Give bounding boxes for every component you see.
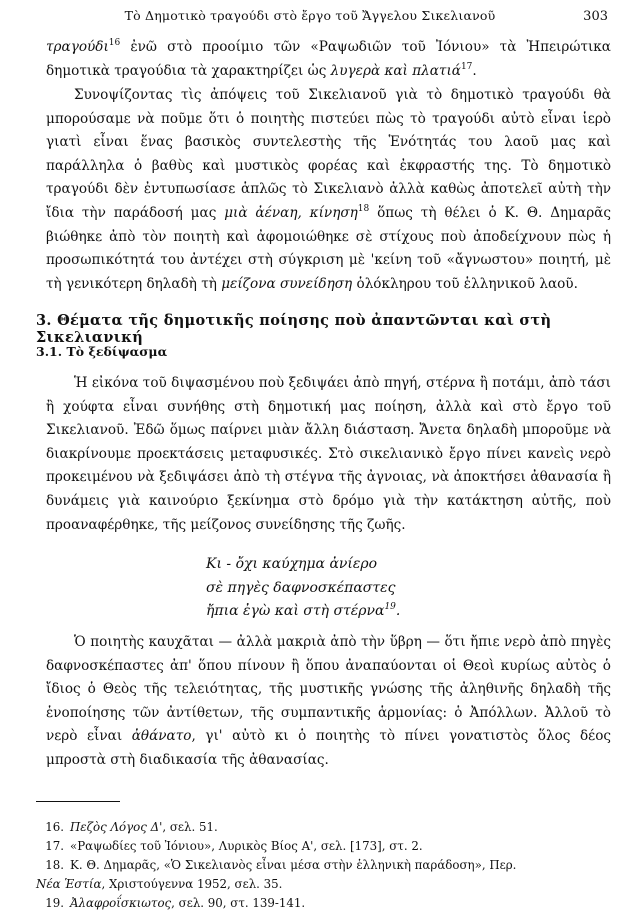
footnote-ref-19: 19 <box>384 602 396 612</box>
running-title: Τὸ Δημοτικὸ τραγούδι στὸ ἔργο τοῦ Ἄγγελου Σικελιανοῦ <box>124 8 496 23</box>
paragraph-text: Συνοψίζοντας τὶς ἀπόψεις τοῦ Σικελιανοῦ γιὰ τὸ δημοτικὸ τραγούδι θὰ μπορούσαμε νὰ ποῦμε ὅτι ὁ ποιητὴς πιστεύει πὼς τὸ τραγούδι αὐτὸ εἶναι ἱερὸ γιατὶ εἶναι ἕνας βασικὸς συντελεστὴς τῆς Ἑνότητάς του λαοῦ μας καὶ παράλληλα ὁ βαθὺς καὶ μυστικὸς φορέας καὶ ἐκφραστής της. Τὸ δημοτικὸ τραγούδι δὲν ἐντυπωσίασε ἁπλῶς τὸ Σικελιανὸ ἀλλὰ καθὼς ἀποτελεῖ αὐτὴ τὴν ἴδια τὴν παράδοσή μας <box>46 87 611 221</box>
footnote-number: 17. <box>45 839 64 853</box>
footnote-italic: Νέα Ἑστία <box>36 877 102 891</box>
footnote-18-continuation <box>36 875 616 894</box>
poem-line: σὲ πηγὲς δαφνοσκέπαστες <box>206 579 396 596</box>
footnote-text: , σελ. 51. <box>162 820 218 834</box>
footnote-text: Κ. Θ. Δημαρᾶς, «Ὁ Σικελιανὸς εἶναι μέσα στὴν ἑλληνικὴ παράδοση», Περ. <box>70 858 517 872</box>
italic-text: λυγερὰ καὶ πλατιά <box>330 62 461 79</box>
poem-line: Κι - ὄχι καύχημα ἀνίερο <box>206 556 378 572</box>
paragraph-4 <box>46 631 611 773</box>
footnote-number: 16. <box>45 820 64 834</box>
footnote-text: , Χριστούγεννα 1952, σελ. 35. <box>101 877 283 891</box>
footnote-text: , σελ. 90, στ. 139-141. <box>171 896 306 910</box>
paragraph-text: . <box>472 62 477 79</box>
paragraph-2 <box>46 84 611 296</box>
paragraph-text: ὁλόκληρου τοῦ ἑλληνικοῦ λαοῦ. <box>352 275 578 292</box>
paragraph-text: ὅπως τὴ θέλει ὁ Κ. Θ. Δημαρᾶς βιώθηκε ἀπὸ τὸν ποιητὴ καὶ ἀφομοιώθηκε σὲ στίχους ποὺ ἀποδείχνουν πὼς ἡ προσωπικότητά του ἀντέχει στὴ σύγκριση μὲ 'κείνη τοῦ «ἄγνωστου» ποιητή, μὲ τὴ γενικότερη δηλαδὴ τὴ <box>46 204 611 292</box>
paragraph-text: Ὁ ποιητὴς καυχᾶται — ἀλλὰ μακριὰ ἀπὸ τὴν ὕβρη — ὅτι ἤπιε νερὸ ἀπὸ πηγὲς δαφνοσκέπαστες ἀπ' ὅπου πίνουν ἢ ὅπου ἀναπαύονται οἱ Θεοὶ κυρίως αὐτὸς ὁ ἴδιος ὁ Θεὸς τῆς τελειότητας, τῆς μυστικῆς γνώσης τῆς ἀληθινῆς δηλαδὴ τῆς ἑνοποίησης τῶν ἀντίθετων, τῆς συμπαντικῆς ἁρμονίας: ὁ Ἀπόλλων. Ἀλλοῦ τὸ νερὸ εἶναι <box>46 634 611 745</box>
footnote-17 <box>36 837 616 856</box>
footnote-ref-18: 18 <box>357 203 370 214</box>
footnote-ref-16: 16 <box>108 38 121 48</box>
paragraph-text: , γι' αὐτὸ κι ὁ ποιητὴς τὸ πίνει γονατιστὸς ὅλος δέος μπροστὰ στὴ διαδικασία τῆς ἀθανασίας. <box>46 728 611 768</box>
italic-text: μείζονα συνείδηση <box>221 275 353 292</box>
footnote-16 <box>36 818 616 837</box>
footnote-italic: Ἀλαφροΐσκιωτος <box>70 896 172 910</box>
subsection-heading: 3.1. Τὸ ξεδίψασμα <box>36 344 168 359</box>
paragraph-text: Ἡ εἰκόνα τοῦ διψασμένου ποὺ ξεδιψάει ἀπὸ πηγή, στέρνα ἢ ποτάμι, ἀπὸ τάσι ἢ χούφτα εἶναι συνήθης στὴ δημοτική μας ποίηση, ἀλλὰ καὶ στὸ ἔργο τοῦ Σικελιανοῦ. Ἐδῶ ὅμως παίρνει μιὰν ἄλλη διάσταση. Ἄνετα δηλαδὴ μποροῦμε νὰ διακρίνουμε προεκτάσεις μεταφυσικές. Στὸ σικελιανικὸ ἔργο πίνει κανεὶς νερὸ προκειμένου νὰ ξεδιψάσει ἀπὸ τὴ στέγνα τῆς ἀγνοιας, νὰ ἀποκτήσει ἀθανασία ἢ δυνάμεις γιὰ καινούριο ξεκίνημα στὸ δρόμο γιὰ τὴν κατάκτηση αὐτῆς, ποὺ προαναφέρθηκε, τῆς μείζονος συνείδησης τῆς ζωῆς. <box>46 375 611 533</box>
italic-text: μιὰ ἀέναη, κίνηση <box>224 204 358 221</box>
footnote-19 <box>36 894 616 913</box>
italic-text: τραγούδι <box>46 39 109 55</box>
poem-line-text: ἤπια ἐγὼ καὶ στὴ στέρνα <box>206 603 385 619</box>
paragraph-3 <box>46 372 611 537</box>
paragraph-text: ἐνῶ στὸ προοίμιο τῶν «Ραψωδιῶν τοῦ Ἰόνιου» τὰ Ἠπειρώτικα δημοτικὰ τραγούδια τὰ χαρακτηρίζει ὡς <box>46 39 611 79</box>
running-head <box>0 8 620 28</box>
section-heading: 3. Θέματα τῆς δημοτικῆς ποίησης ποὺ ἀπαντῶνται καὶ στὴ Σικελιανική <box>36 312 552 346</box>
footnote-ref-17: 17 <box>460 61 473 72</box>
footnote-number: 18. <box>45 858 64 872</box>
poem-line-end: . <box>395 603 401 619</box>
footnotes <box>36 818 616 913</box>
footnote-number: 19. <box>45 896 64 910</box>
footnote-18 <box>36 856 616 875</box>
paragraph-1 <box>46 36 611 83</box>
page-number: 303 <box>583 9 608 24</box>
poem-line <box>206 600 400 624</box>
footnote-divider <box>36 801 120 802</box>
footnote-text: «Ραψωδίες τοῦ Ἰόνιου», Λυρικὸς Βίος Α', σελ. [173], στ. 2. <box>70 839 423 853</box>
poem-quote <box>206 553 400 624</box>
footnote-italic: Πεζὸς Λόγος Δ' <box>70 820 163 834</box>
italic-text: ἀθάνατο <box>131 728 192 745</box>
